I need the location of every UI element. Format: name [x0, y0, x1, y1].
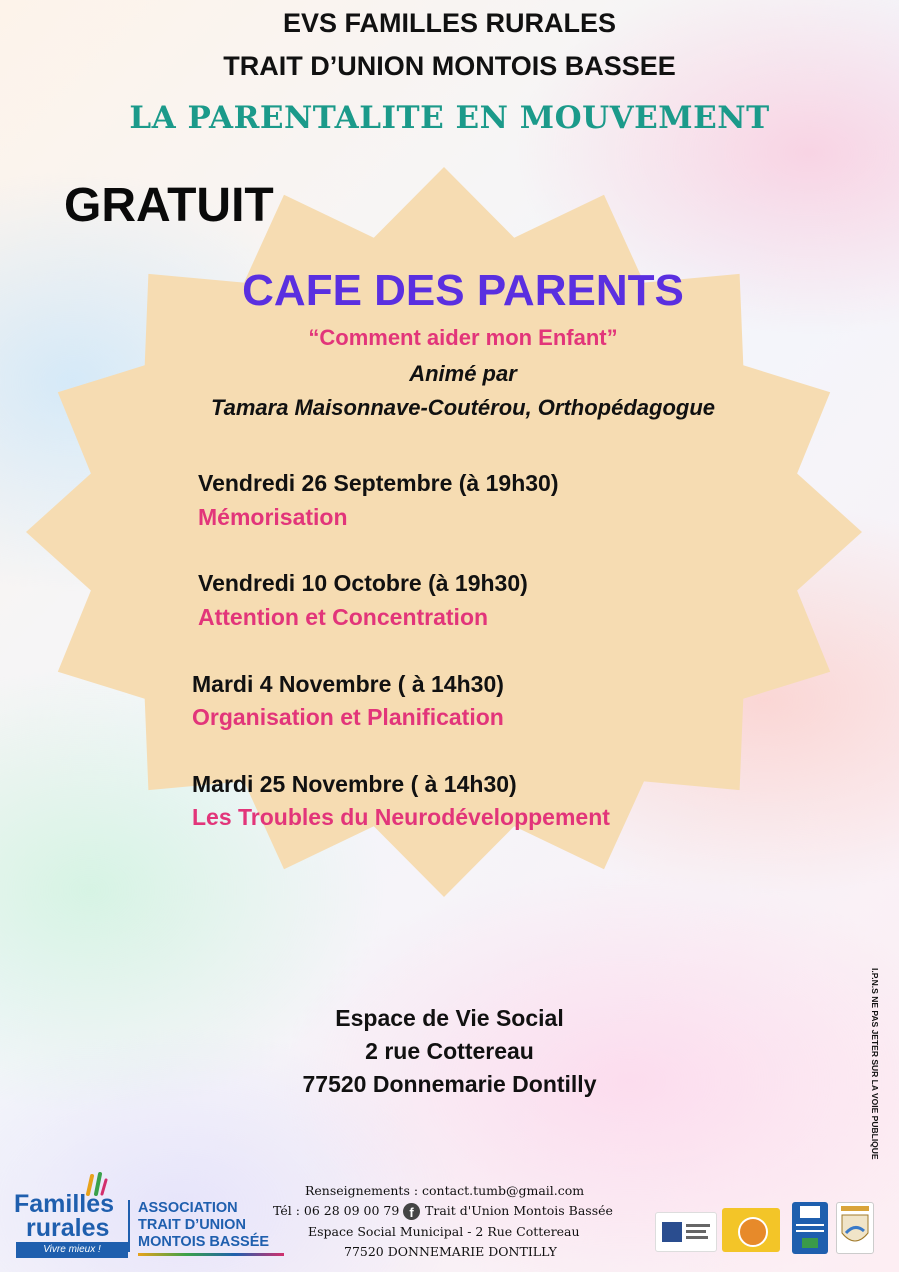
session-date: Vendredi 26 Septembre (à 19h30) [198, 470, 559, 496]
association-name: ASSOCIATION TRAIT D’UNION MONTOIS BASSÉE [138, 1200, 270, 1250]
animated-by-label: Animé par [409, 361, 517, 386]
event-subtitle: “Comment aider mon Enfant” [308, 325, 618, 350]
session-topic: Mémorisation [198, 504, 348, 530]
session-topic: Attention et Concentration [198, 604, 489, 630]
venue-street: 2 rue Cottereau [365, 1038, 534, 1064]
caf-logo [792, 1202, 828, 1254]
header-tagline: LA PARENTALITE EN MOUVEMENT [129, 100, 770, 136]
familles-rurales-logo [14, 1172, 284, 1262]
brand-line-2: rurales [26, 1214, 110, 1242]
footer-address-2: 77520 DONNEMARIE DONTILLY [344, 1244, 557, 1259]
header-line-2: TRAIT D’UNION MONTOIS BASSEE [223, 51, 676, 81]
town-crest-logo [836, 1202, 874, 1254]
venue-name: Espace de Vie Social [335, 1005, 564, 1031]
reaap-logo [722, 1208, 780, 1252]
contact-phone: Tél : 06 28 09 00 79 [273, 1203, 400, 1218]
session-topic: Les Troubles du Neurodéveloppement [192, 804, 610, 830]
presenter-name: Tamara Maisonnave-Coutérou, Orthopédagogue [210, 395, 716, 420]
contact-email: Renseignements : contact.tumb@gmail.com [305, 1183, 585, 1198]
event-title: CAFE DES PARENTS [242, 266, 684, 315]
session-date: Vendredi 10 Octobre (à 19h30) [198, 570, 528, 596]
session-date: Mardi 4 Novembre ( à 14h30) [192, 671, 504, 697]
footer-address-1: Espace Social Municipal - 2 Rue Cottereau [308, 1224, 580, 1239]
venue-city: 77520 Donnemarie Dontilly [302, 1071, 597, 1097]
logo-color-bar [138, 1253, 284, 1256]
side-legal-text: I.P.N.S NE PAS JETER SUR LA VOIE PUBLIQUE [870, 968, 880, 1160]
session-topic: Organisation et Planification [192, 704, 504, 730]
logo-divider [128, 1200, 130, 1252]
facebook-icon: f [403, 1203, 420, 1220]
header-line-1: EVS FAMILLES RURALES [282, 8, 617, 38]
free-badge: GRATUIT [64, 179, 274, 232]
msa-logo [655, 1212, 717, 1252]
brand-line-1: Familles [14, 1190, 115, 1218]
brand-tagline: Vivre mieux ! [16, 1242, 128, 1258]
facebook-page: Trait d'Union Montois Bassée [425, 1203, 613, 1218]
session-date: Mardi 25 Novembre ( à 14h30) [192, 771, 517, 797]
